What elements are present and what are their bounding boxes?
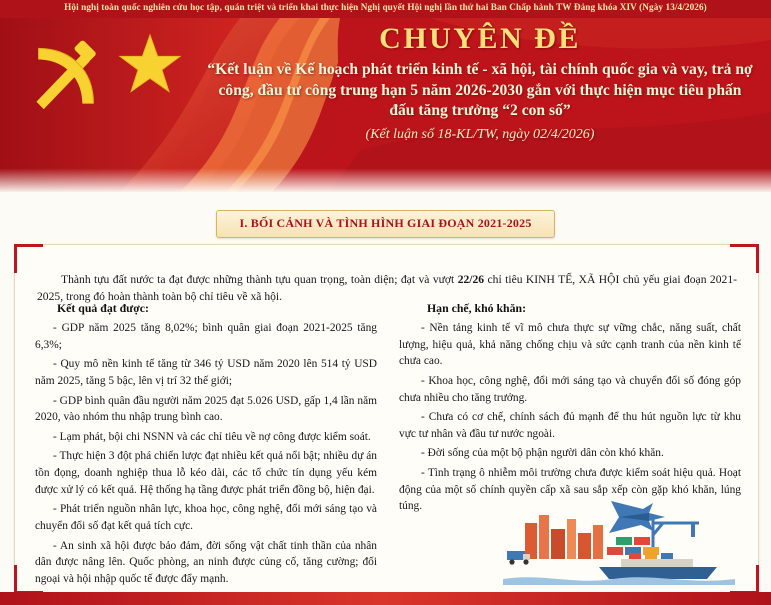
list-item: - Đời sống của một bộ phận người dân còn khó khăn. [421,447,664,460]
banner-kicker: CHUYÊN ĐỀ [379,22,581,55]
footer-strip [0,592,771,605]
yellow-star-icon [118,32,182,96]
content-panel [14,244,759,594]
intro-text-after: chỉ tiêu KINH TẾ, XÃ HỘI chủ yếu giai đoạn 2021-2025, trong đó hoàn thành toàn bộ chỉ tiêu về xã hội. [37,272,737,303]
list-item: - Phát triển nguồn nhân lực, khoa học, công nghệ, đổi mới sáng tạo và chuyển đổi số đạt kết quả tích cực. [35,503,377,533]
header-banner [0,0,771,192]
list-item: - Chưa có cơ chế, chính sách đủ mạnh để thu hút nguồn lực từ khu vực tư nhân và đầu tư nước ngoài. [399,411,741,440]
column-limitations [399,301,741,581]
two-column-area [35,301,741,585]
banner-text-block [200,22,760,143]
list-item: - GDP bình quân đầu người năm 2025 đạt 5.026 USD, gấp 1,4 lần năm 2020, vào nhóm thu nhập trung bình cao. [35,394,377,424]
section-title: I. BỐI CẢNH VÀ TÌNH HÌNH GIAI ĐOẠN 2021-2025 [216,210,554,238]
conference-caption: Hội nghị toàn quốc nghiên cứu học tập, quán triệt và triển khai thực hiện Nghị quyết Hội nghị lần thứ hai Ban Chấp hành TW Đảng khóa XIV (Ngày 13/4/2026) [64,2,707,12]
list-item: - GDP năm 2025 tăng 8,02%; bình quân giai đoạn 2021-2025 tăng 6,3%; [35,322,377,351]
list-item: - Nền tảng kinh tế vĩ mô chưa thực sự vững chắc, năng suất, chất lượng, hiệu quả, khả năng chống chịu và sức cạnh tranh của nền kinh tế chưa cao. [399,322,741,368]
intro-highlight: 22/26 [457,272,485,286]
port-logistics-illustration [503,489,735,585]
section-header-wrap [0,196,771,242]
intro-text-before: Thành tựu đất nước ta đạt được những thành tựu quan trọng, toàn diện; đạt và vượt [61,272,458,286]
list-item: - Thực hiện 3 đột phá chiến lược đạt nhiều kết quả nổi bật; nhiều dự án tồn đọng, doanh nghiệp thua lỗ kéo dài, các tổ chức tín dụng yếu kém được xử lý có kết quả. Hệ thống hạ tầng được phát triển đồng bộ, hiện đại. [35,450,377,496]
list-item: - Khoa học, công nghệ, đổi mới sáng tạo và chuyển đổi số đóng góp chưa nhiều cho tăng trưởng. [399,374,741,404]
banner-reference: (Kết luận số 18-KL/TW, ngày 02/4/2026) [365,127,595,143]
list-item: - An sinh xã hội được bảo đảm, đời sống vật chất tinh thần của nhân dân được nâng lên. Quốc phòng, an ninh được củng cố, tăng cường; đối ngoại và hội nhập quốc tế được đẩy mạnh. [35,539,377,585]
list-item: - Lạm phát, bội chi NSNN và các chỉ tiêu về nợ công được kiểm soát. [53,430,371,443]
column-achievements [35,301,377,585]
banner-fade [0,158,771,192]
list-item: - Tình trạng ô nhiễm môi trường chưa được kiểm soát hiệu quả. Hoạt động của một số chính quyền cấp xã sau sắp xếp còn gặp khó khăn, lúng túng. [399,467,741,513]
limitations-title: Hạn chế, khó khăn: [427,301,526,315]
list-item: - Quy mô nền kinh tế tăng từ 346 tỷ USD năm 2020 lên 514 tỷ USD năm 2025, tăng 5 bậc, lên vị trí 32 thế giới; [35,358,377,387]
banner-title: “Kết luận về Kế hoạch phát triển kinh tế - xã hội, tài chính quốc gia và vay, trả nợ công, đầu tư công trung hạn 5 năm 2026-2030 gắn với thực hiện mục tiêu phấn đấu tăng trưởng “2 con số” [207,61,753,120]
hammer-sickle-icon [18,30,110,122]
corner-decoration-top-left [14,244,43,273]
corner-decoration-top-right [730,244,759,273]
achievements-title: Kết quả đạt được: [57,301,149,315]
